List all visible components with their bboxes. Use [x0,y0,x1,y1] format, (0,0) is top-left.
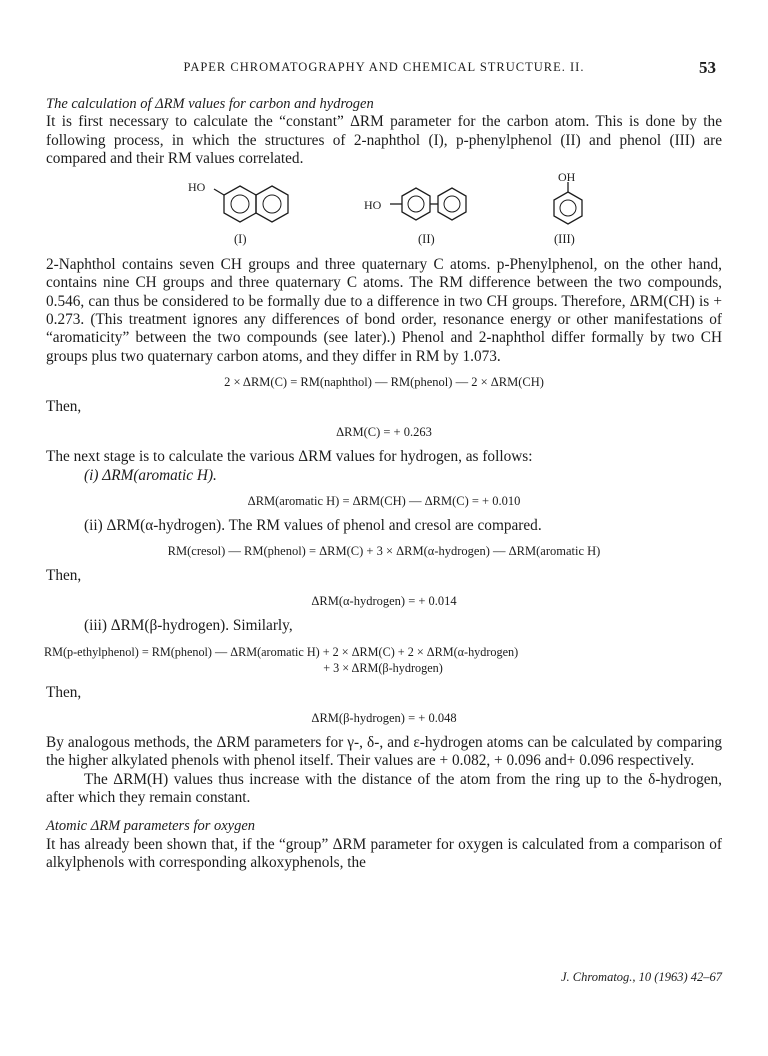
item-beta-hydrogen: (iii) ΔRM(β-hydrogen). Similarly, [84,617,293,635]
article-body [46,95,722,872]
paragraph-naphthol-comparison: 2-Naphthol contains seven CH groups and three quaternary C atoms. p-Phenylphenol, on the other hand, contains nine CH groups and three quaternary C atoms. The RM difference between the two compounds, 0.546, can thus be considered to be formally due to a difference in two CH groups. Therefore, ΔRM(CH) is + 0.273. (This treatment ignores any differences of bond order, resonance energy or other manifestations of “aromaticity” between the two compounds (see later).) Phenol and 2-naphthol differ formally by two CH groups plus two quaternary carbon atoms, and they differ in RM by 1.073. [46,256,722,365]
section-heading-carbon-hydrogen: The calculation of ΔRM values for carbon and hydrogen [46,96,374,112]
phenol-ring [554,192,582,224]
running-title: PAPER CHROMATOGRAPHY AND CHEMICAL STRUCTURE. II. [183,60,585,74]
paragraph-intro: It is first necessary to calculate the “constant” ΔRM parameter for the carbon atom. This is done by the following process, in which the structures of 2-naphthol (I), p-phenylphenol (II) and phenol (III) are compared and their RM values correlated. [46,113,722,167]
item-aromatic-h: (i) ΔRM(aromatic H). [84,466,217,484]
structure-drawings [46,174,722,252]
phenol-hydroxyl-label: OH [558,170,576,185]
chemical-structures [46,170,722,252]
equation-beta-result: ΔRM(β-hydrogen) = + 0.048 [311,711,457,726]
equation-ethylphenol-line2: + 3 × ΔRM(β-hydrogen) [323,660,443,675]
phenylphenol-hydroxyl-label: HO [364,198,382,213]
paragraph-oxygen: It has already been shown that, if the “group” ΔRM parameter for oxygen is calculated from a comparison of alkylphenols with corresponding alkoxyphenols, the [46,835,722,871]
item-alpha-hydrogen: (ii) ΔRM(α-hydrogen). The RM values of phenol and cresol are compared. [84,516,542,534]
equation-alpha-result: ΔRM(α-hydrogen) = + 0.014 [311,594,457,609]
phenylphenol-ring-a [402,188,430,220]
naphthol-hydroxyl-label: HO [188,180,206,195]
equation-ethylphenol [44,644,722,676]
equation-cresol-phenol: RM(cresol) — RM(phenol) = ΔRM(C) + 3 × ΔRM(α-hydrogen) — ΔRM(aromatic H) [167,544,601,559]
then-label-1: Then, [46,397,82,415]
paragraph-hydrogen-intro: The next stage is to calculate the various ΔRM values for hydrogen, as follows: [46,448,533,466]
equation-carbon-sum: 2 × ΔRM(C) = RM(naphthol) — RM(phenol) — 2 × ΔRM(CH) [224,374,544,389]
then-label-2: Then, [46,567,82,585]
paragraph-higher-hydrogens: By analogous methods, the ΔRM parameters for γ-, δ-, and ε-hydrogen atoms can be calculated by comparing the higher alkylated phenols with phenol itself. Their values are + 0.082, + 0.096 and+ 0.096 respectively. [46,734,722,770]
page-number: 53 [699,58,716,77]
naphthol-ring-left [224,186,256,222]
structure-label-I: (I) [234,232,247,247]
section-heading-oxygen: Atomic ΔRM parameters for oxygen [46,818,256,835]
equation-ethylphenol-line1: RM(p-ethylphenol) = RM(phenol) — ΔRM(aromatic H) + 2 × ΔRM(C) + 2 × ΔRM(α-hydrogen) [44,644,519,659]
naphthol-ring-right [256,186,288,222]
journal-citation: J. Chromatog., 10 (1963) 42–67 [561,970,722,984]
then-label-3: Then, [46,683,82,701]
structure-label-II: (II) [418,232,435,247]
equation-carbon-result: ΔRM(C) = + 0.263 [336,425,432,440]
equation-aromatic-h: ΔRM(aromatic H) = ΔRM(CH) — ΔRM(C) = + 0.010 [247,493,521,508]
paragraph-trend-summary: The ΔRM(H) values thus increase with the distance of the atom from the ring up to the δ-hydrogen, after which they remain constant. [46,770,722,806]
phenylphenol-ring-b [438,188,466,220]
structure-label-III: (III) [554,232,575,247]
